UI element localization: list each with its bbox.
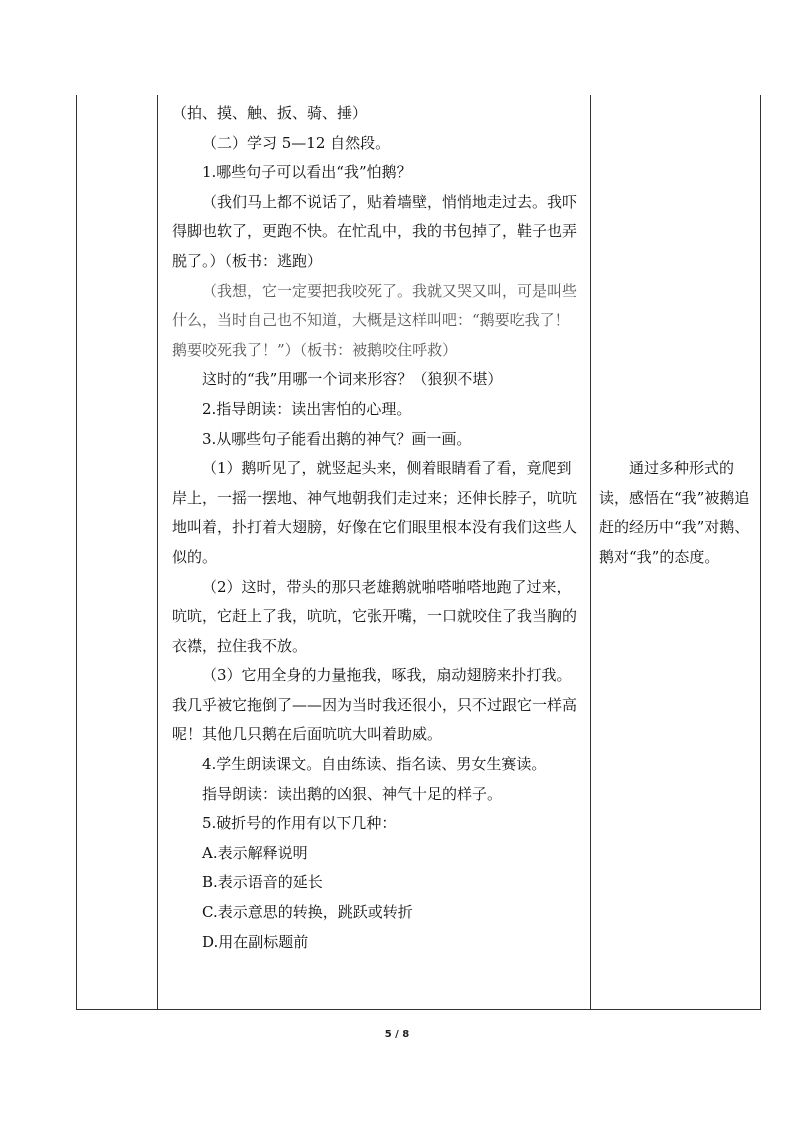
- content-line-9: （2）这时，带头的那只老雄鹅就啪嗒啪嗒地跑了过来，吭吭，它赶上了我，吭吭，它张开嘴，一口就咬住了我当胸的衣襟，拉住我不放。: [172, 577, 578, 655]
- table-row: [77, 95, 761, 1010]
- content-line-16: C.表示意思的转换，跳跃或转折: [202, 903, 413, 922]
- content-line-0: （拍、摸、触、扳、骑、捶）: [172, 104, 368, 122]
- content-line-7: 3.从哪些句子能看出鹅的神气？画一画。: [202, 429, 472, 448]
- content-line-5: 这时的“我”用哪一个词来形容？（狼狈不堪）: [202, 370, 503, 389]
- main-content-cell: [158, 95, 591, 1010]
- content-line-11: 4.学生朗读课文。自由练读、指名读、男女生赛读。: [202, 755, 547, 774]
- content-line-8: （1）鹅听见了，就竖起头来，侧着眼睛看了看，竟爬到岸上，一摇一摆地、神气地朝我们走过来；还伸长脖子，吭吭地叫着，扑打着大翅膀，好像在它们眼里根本没有我们这些人似的。: [172, 459, 578, 566]
- design-intent-cell: [591, 95, 761, 1010]
- content-line-10: （3）它用全身的力量拖我，啄我，扇动翅膀来扑打我。我几乎被它拖倒了——因为当时我还很小，只不过跟它一样高呢！其他几只鹅在后面吭吭大叫着助威。: [172, 666, 578, 744]
- page-number: 5 / 8: [384, 1029, 410, 1040]
- content-line-13: 5.破折号的作用有以下几种：: [202, 814, 397, 833]
- lesson-table: [76, 95, 761, 1010]
- design-intent-note: 通过多种形式的读，感悟在“我”被鹅追赶的经历中“我”对鹅、鹅对“我”的态度。: [599, 459, 750, 566]
- content-line-3: （我们马上都不说话了，贴着墙壁，悄悄地走过去。我吓得脚也软了，更跑不快。在忙乱中，我的书包掉了，鞋子也弄脱了。）（板书：逃跑）: [172, 192, 578, 270]
- left-empty-cell: [77, 95, 158, 1010]
- content-line-2: 1.哪些句子可以看出“我”怕鹅？: [202, 163, 412, 182]
- content-line-15: B.表示语音的延长: [202, 873, 323, 892]
- content-line-4: （我想，它一定要把我咬死了。我就又哭又叫，可是叫些什么，当时自己也不知道，大概是这样叫吧：“鹅要吃我了！鹅要咬死我了！”）（板书：被鹅咬住呼救）: [172, 281, 578, 359]
- content-line-12: 指导朗读：读出鹅的凶狠、神气十足的样子。: [202, 784, 503, 803]
- content-line-14: A.表示解释说明: [202, 843, 308, 862]
- content-line-1: （二）学习 5—12 自然段。: [202, 133, 391, 152]
- content-line-17: D.用在副标题前: [202, 932, 309, 951]
- content-line-6: 2.指导朗读：读出害怕的心理。: [202, 399, 412, 418]
